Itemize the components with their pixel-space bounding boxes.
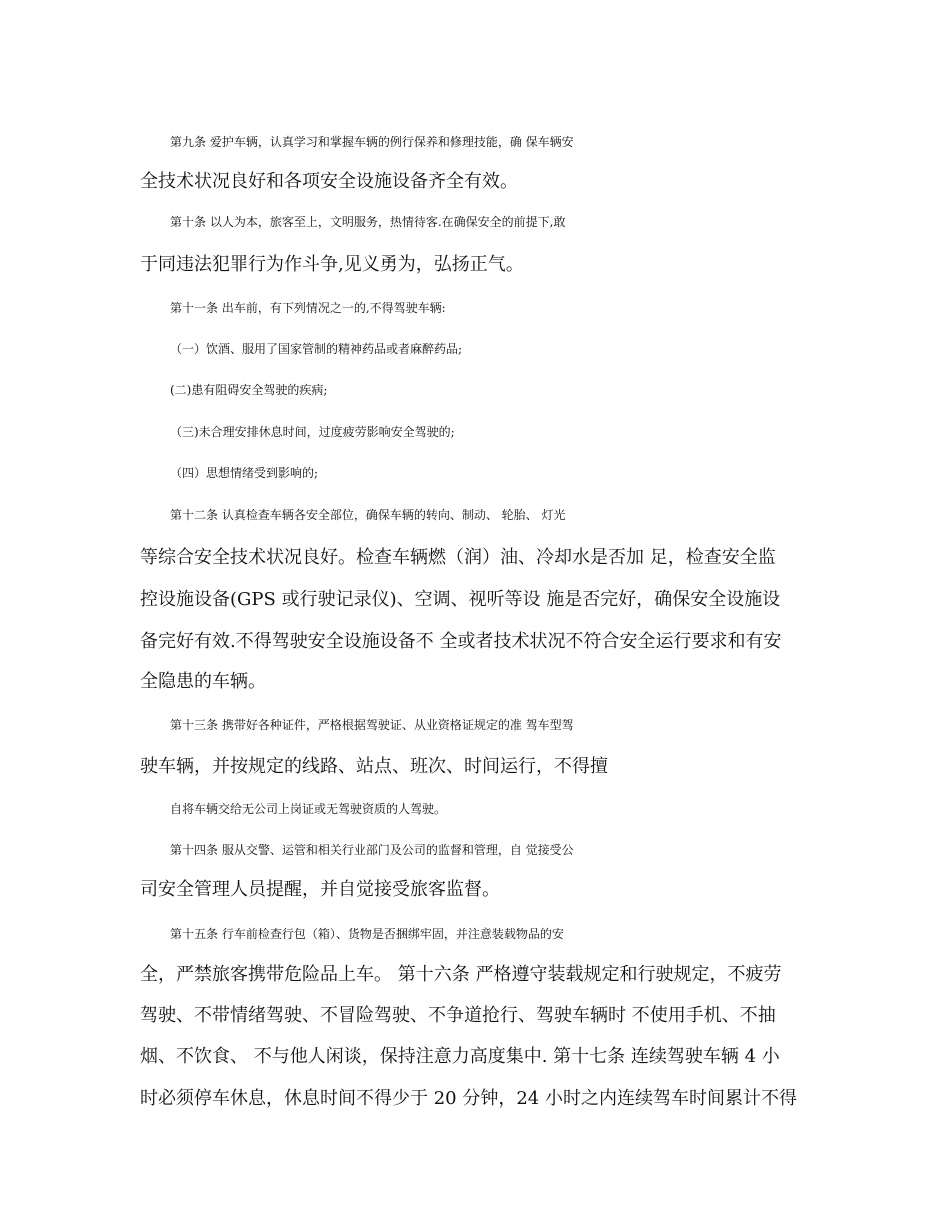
text-line: 于同违法犯罪行为作斗争,见义勇为，弘扬正气。 xyxy=(140,254,524,275)
text-line: 全隐患的车辆。 xyxy=(140,671,266,692)
text-line: （一）饮酒、服用了国家管制的精神药品或者麻醉药品; xyxy=(170,342,463,356)
text-line: （四）思想情绪受到影响的; xyxy=(170,466,319,480)
text-line: （三)未合理安排休息时间，过度疲劳影响安全驾驶的; xyxy=(170,425,455,439)
text-line: 第九条 爱护车辆，认真学习和掌握车辆的例行保养和修理技能，确 保车辆安 xyxy=(170,135,574,149)
text-line: 司安全管理人员提醒，并自觉接受旅客监督。 xyxy=(140,879,500,900)
text-line: 时必须停车休息，休息时间不得少于 20 分钟，24 小时之内连续驾车时间累计不得 xyxy=(140,1088,797,1109)
text-line: 第十四条 服从交警、运管和相关行业部门及公司的监督和管理，自 觉接受公 xyxy=(170,843,574,857)
text-line: 第十二条 认真检查车辆各安全部位，确保车辆的转向、制动、 轮胎、 灯光 xyxy=(170,508,566,522)
text-line: 第十五条 行车前检查行包（箱）、货物是否捆绑牢固，并注意装载物品的安 xyxy=(170,927,564,941)
text-line: 全技术状况良好和各项安全设施设备齐全有效。 xyxy=(140,171,518,192)
text-line: 备完好有效.不得驾驶安全设施设备不 全或者技术状况不符合安全运行要求和有安 xyxy=(140,631,782,652)
text-line: 等综合安全技术状况良好。检查车辆燃（润）油、冷却水是否加 足，检查安全监 xyxy=(140,547,776,568)
text-line: 驶车辆，并按规定的线路、站点、班次、时间运行，不得擅 xyxy=(140,756,608,777)
text-line: 控设施设备(GPS 或行驶记录仪)、空调、视听等设 施是否完好，确保安全设施设 xyxy=(140,589,781,610)
text-line: 第十三条 携带好各种证件，严格根据驾驶证、从业资格证规定的准 驾车型驾 xyxy=(170,718,574,732)
text-line: 自将车辆交给无公司上岗证或无驾驶资质的人驾驶。 xyxy=(170,802,447,816)
text-line: 驾驶、不带情绪驾驶、不冒险驾驶、不争道抢行、驾驶车辆时 不使用手机、不抽 xyxy=(140,1005,776,1026)
text-line: 全，严禁旅客携带危险品上车。 第十六条 严格遵守装载规定和行驶规定，不疲劳 xyxy=(140,964,782,985)
text-line: 第十条 以人为本，旅客至上，文明服务，热情待客.在确保安全的前提下,敢 xyxy=(170,215,566,229)
text-line: 烟、不饮食、 不与他人闲谈，保持注意力高度集中. 第十七条 连续驾驶车辆 4 小 xyxy=(140,1046,780,1067)
text-line: 第十一条 出车前，有下列情况之一的,不得驾驶车辆: xyxy=(170,301,446,315)
text-line: (二)患有阻碍安全驾驶的疾病; xyxy=(170,383,328,397)
